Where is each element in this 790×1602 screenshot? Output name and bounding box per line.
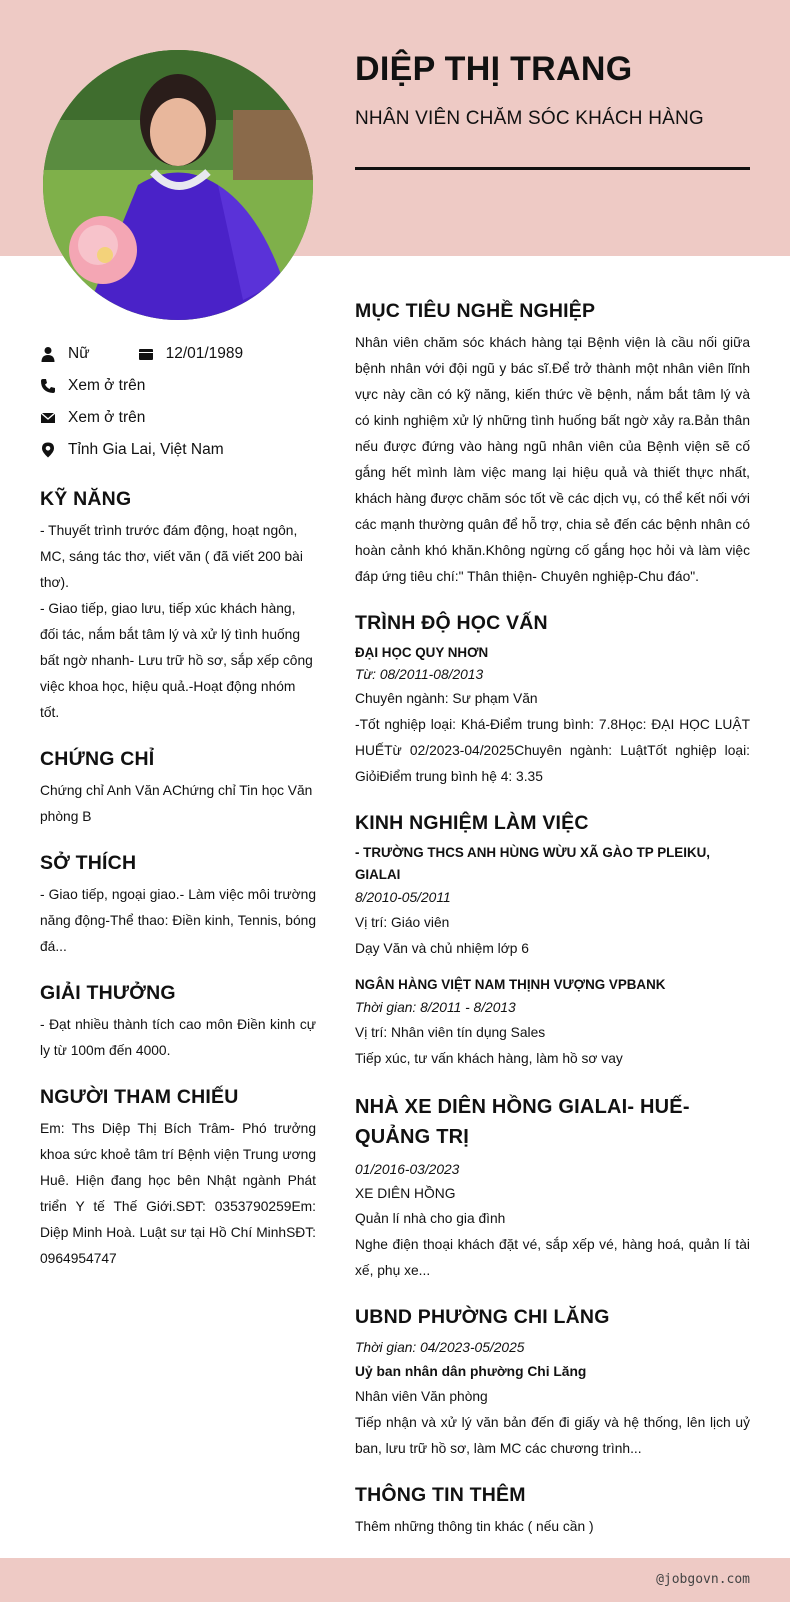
awards-text: - Đạt nhiều thành tích cao môn Điền kinh cự ly từ 100m đến 4000. (40, 1017, 316, 1058)
profile-photo (43, 50, 313, 320)
job-item (355, 974, 750, 1072)
objective-text: Nhân viên chăm sóc khách hàng tại Bệnh viện là cầu nối giữa bệnh nhân với đội ngũ y bác sĩ.Để trở thành một nhân viên lĩnh vực này cần có kỹ năng, kiến thức về bệnh, nắm bắt tâm lý và có kinh nghiệm xử lý những tình huống bất ngờ xảy ra.Bản thân nếu được đứng vào hàng ngũ nhân viên của Bệnh viện sẽ cố gắng hết mình làm việc mang lại hiệu quả và thiết thực nhất, khách hàng được chăm sóc tốt về các dịch vụ, có thể kết nối với các mạnh thường quân để hỗ trợ, chia sẻ đến các bệnh nhân có hoàn cảnh khó khăn.Không ngừng cố gắng học hỏi và làm việc đáp ứng tiêu chí:" Thân thiện- Chuyên nghiệp-Chu đáo". (355, 335, 750, 584)
job-item (355, 842, 750, 962)
mail-icon (40, 410, 56, 426)
hobbies-text: - Giao tiếp, ngoại giao.- Làm việc môi trường năng động-Thể thao: Điền kinh, Tennis, bóng đá... (40, 887, 316, 954)
ubnd-role: Nhân viên Văn phòng (355, 1389, 488, 1404)
phone-icon (40, 378, 56, 394)
bus-company-role: Quản lí nhà cho gia đình (355, 1211, 506, 1226)
awards-heading: GIẢI THƯỞNG (40, 982, 176, 1004)
references-heading: NGƯỜI THAM CHIẾU (40, 1086, 239, 1108)
contact-row-address (40, 434, 316, 466)
education-heading: TRÌNH ĐỘ HỌC VẤN (355, 612, 548, 634)
objective-section (355, 298, 750, 590)
education-school: ĐẠI HỌC QUY NHƠN (355, 645, 489, 660)
certificates-heading: CHỨNG CHỈ (40, 748, 155, 770)
address-value: Tỉnh Gia Lai, Việt Nam (68, 441, 224, 458)
job-position: Vị trí: Nhân viên tín dụng Sales (355, 1025, 546, 1040)
extra-info-heading: THÔNG TIN THÊM (355, 1484, 526, 1506)
bus-company-org: XE DIÊN HỒNG (355, 1186, 456, 1201)
right-column (355, 298, 750, 1560)
education-period: Từ: 08/2011-08/2013 (355, 667, 484, 682)
left-column (40, 338, 316, 1272)
calendar-icon (138, 346, 154, 362)
contact-row-gender-birthday (40, 338, 316, 370)
education-details: -Tốt nghiệp loại: Khá-Điểm trung bình: 7.8Học: ĐẠI HỌC LUẬT HUẾTừ 02/2023-04/2025Chuyên ngành: LuậtTốt nghiệp loại: GiỏiĐiểm trung bình hệ 4: 3.35 (355, 717, 750, 784)
ubnd-desc: Tiếp nhận và xử lý văn bản đến đi giấy và hệ thống, lên lịch uỷ ban, lưu trữ hồ sơ, làm MC các chương trình... (355, 1415, 750, 1456)
bus-company-desc: Nghe điện thoại khách đặt vé, sắp xếp vé, hàng hoá, quản lí tài xế, phụ xe... (355, 1237, 750, 1278)
ubnd-period: Thời gian: 04/2023-05/2025 (355, 1340, 525, 1355)
phone-value: Xem ở trên (68, 377, 146, 394)
gender-value: Nữ (68, 345, 90, 362)
contact-row-phone (40, 370, 316, 402)
objective-heading: MỤC TIÊU NGHỀ NGHIỆP (355, 300, 596, 322)
location-pin-icon (40, 442, 56, 458)
ubnd-org: Uỷ ban nhân dân phường Chi Lăng (355, 1364, 587, 1379)
job-period: Thời gian: 8/2011 - 8/2013 (355, 1000, 516, 1015)
job-desc: Dạy Văn và chủ nhiệm lớp 6 (355, 941, 529, 956)
candidate-name: DIỆP THỊ TRANG (355, 50, 633, 88)
job-org: - TRƯỜNG THCS ANH HÙNG WỪU XÃ GÀO TP PLEIKU, GIALAI (355, 845, 711, 882)
profile-photo-illustration (43, 50, 313, 320)
hobbies-heading: SỞ THÍCH (40, 852, 137, 874)
job-org: NGÂN HÀNG VIỆT NAM THỊNH VƯỢNG VPBANK (355, 977, 666, 992)
references-text: Em: Ths Diệp Thị Bích Trâm- Phó trưởng khoa sức khoẻ tâm trí Bệnh viện Trung ương Huê. Hiện đang học bên Nhật ngành Phát triển Y tế Thế Giới.SĐT: 0353790259Em: Diệp Minh Hoà. Luật sư tại Hồ Chí MinhSĐT: 0964954747 (40, 1121, 316, 1266)
experience-heading: KINH NGHIỆM LÀM VIỆC (355, 812, 589, 834)
ubnd-heading: UBND PHƯỜNG CHI LĂNG (355, 1306, 610, 1328)
email-value: Xem ở trên (68, 409, 146, 426)
user-icon (40, 346, 56, 362)
extra-info-text: Thêm những thông tin khác ( nếu cần ) (355, 1519, 594, 1534)
footer-brand: @jobgovn.com (656, 1572, 750, 1587)
education-major: Chuyên ngành: Sư phạm Văn (355, 691, 538, 706)
job-period: 8/2010-05/2011 (355, 890, 451, 905)
education-section (355, 610, 750, 790)
ubnd-section (355, 1304, 750, 1462)
birthday-value: 12/01/1989 (165, 345, 244, 362)
candidate-title: NHÂN VIÊN CHĂM SÓC KHÁCH HÀNG (355, 108, 704, 129)
title-divider (355, 167, 750, 170)
certificates-text: Chứng chỉ Anh Văn AChứng chỉ Tin học Văn phòng B (40, 783, 313, 824)
bus-company-section (355, 1092, 750, 1284)
job-desc: Tiếp xúc, tư vấn khách hàng, làm hồ sơ vay (355, 1051, 623, 1066)
extra-info-section (355, 1482, 750, 1540)
job-position: Vị trí: Giáo viên (355, 915, 450, 930)
bus-company-heading: NHÀ XE DIÊN HỒNG GIALAI- HUẾ-QUẢNG TRỊ (355, 1096, 690, 1148)
skills-heading: KỸ NĂNG (40, 488, 132, 510)
bus-company-period: 01/2016-03/2023 (355, 1162, 460, 1177)
experience-section (355, 810, 750, 1072)
contact-row-email (40, 402, 316, 434)
skills-text: - Thuyết trình trước đám động, hoạt ngôn, MC, sáng tác thơ, viết văn ( đã viết 200 bài thơ). - Giao tiếp, giao lưu, tiếp xúc khách hàng, đối tác, nắm bắt tâm lý và xử lý tình huống bất ngờ nhanh- Lưu trữ hồ sơ, sắp xếp công việc khoa học, hiệu quả.-Hoạt động nhóm tốt. (40, 523, 313, 720)
